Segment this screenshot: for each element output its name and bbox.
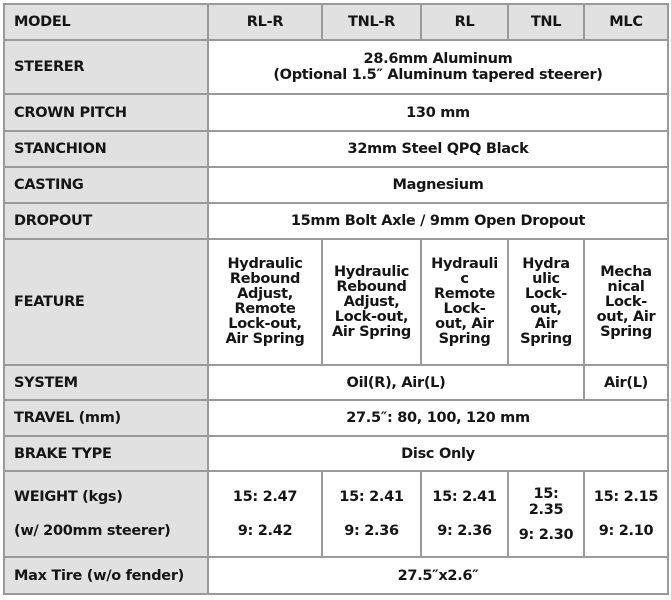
feature-row <box>4 239 668 365</box>
weight-tnl-r <box>322 471 421 557</box>
feature-rl-line: Remote <box>433 286 496 302</box>
system-value: Oil(R), Air(L) <box>208 365 584 400</box>
feature-tnl-r-line: Lock-out, <box>334 308 409 325</box>
steerer-value-line2: (Optional 1.5″ Aluminum tapered steerer) <box>273 67 603 83</box>
weight-label <box>4 471 208 557</box>
dropout-label: DROPOUT <box>4 203 208 239</box>
weight-rl-r-9: 9: 2.42 <box>237 523 293 539</box>
feature-tnl <box>508 239 584 365</box>
header-model: MODEL <box>4 4 208 40</box>
feature-rl-line: Hydrauli <box>431 256 498 272</box>
feature-rl-line: c <box>460 271 469 287</box>
feature-rl-r-line: Remote <box>234 301 296 317</box>
casting-label: CASTING <box>4 167 208 203</box>
feature-tnl-line: Hydra <box>522 256 570 272</box>
max-tire-value: 27.5″x2.6″ <box>208 557 668 594</box>
feature-tnl-line: ulic <box>532 271 560 287</box>
weight-row <box>4 471 668 557</box>
max-tire-label: Max Tire (w/o fender) <box>4 557 208 594</box>
header-rl-r: RL-R <box>208 4 322 40</box>
feature-mlc-line: Mecha <box>600 263 652 280</box>
system-mlc-value: Air(L) <box>584 365 668 400</box>
weight-tnl-15-value: 2.35 <box>528 501 564 518</box>
brake-type-value: Disc Only <box>208 436 668 471</box>
system-label: SYSTEM <box>4 365 208 400</box>
feature-rl-r-line: Rebound <box>229 271 301 287</box>
steerer-label: STEERER <box>4 40 208 94</box>
weight-mlc-15: 15: 2.15 <box>593 489 659 505</box>
feature-rl-r-line: Hydraulic <box>227 256 303 272</box>
steerer-value <box>208 40 668 94</box>
max-tire-row <box>4 557 668 594</box>
weight-rl-9: 9: 2.36 <box>437 523 492 539</box>
weight-rl-15: 15: 2.41 <box>432 489 497 505</box>
weight-rl-r <box>208 471 322 557</box>
steerer-value-line1: 28.6mm Aluminum <box>363 51 513 67</box>
header-rl: RL <box>421 4 508 40</box>
feature-tnl-r-line: Hydraulic <box>333 263 410 280</box>
crown-pitch-label: CROWN PITCH <box>4 94 208 131</box>
stanchion-label: STANCHION <box>4 131 208 167</box>
feature-rl-r-line: Air Spring <box>225 331 305 347</box>
feature-mlc-line: Spring <box>600 323 652 340</box>
spec-table <box>3 3 669 595</box>
weight-tnl <box>508 471 584 557</box>
steerer-row <box>4 40 668 94</box>
feature-tnl-line: Lock- <box>525 286 567 302</box>
feature-tnl-line: Spring <box>520 331 572 347</box>
feature-rl-line: Lock- <box>443 301 486 317</box>
feature-tnl-r-line: Air Spring <box>331 323 412 340</box>
weight-mlc <box>584 471 668 557</box>
feature-tnl-r <box>322 239 421 365</box>
header-mlc: MLC <box>584 4 668 40</box>
travel-row <box>4 400 668 436</box>
brake-type-label: BRAKE TYPE <box>4 436 208 471</box>
weight-tnl-9: 9: 2.30 <box>518 526 574 543</box>
feature-rl-line: out, Air <box>435 316 494 332</box>
feature-mlc <box>584 239 668 365</box>
dropout-value: 15mm Bolt Axle / 9mm Open Dropout <box>208 203 668 239</box>
feature-tnl-r-line: Adjust, <box>343 293 400 310</box>
feature-mlc-line: Lock- <box>605 293 647 310</box>
feature-rl <box>421 239 508 365</box>
weight-mlc-9: 9: 2.10 <box>598 523 654 539</box>
brake-type-row <box>4 436 668 471</box>
feature-rl-r-line: Lock-out, <box>228 316 302 332</box>
casting-row <box>4 167 668 203</box>
weight-label-line2: (w/ 200mm steerer) <box>14 523 171 539</box>
feature-mlc-line: out, Air <box>596 308 656 325</box>
feature-rl-r-line: Adjust, <box>237 286 293 302</box>
header-row <box>4 4 668 40</box>
feature-tnl-line: out, <box>530 301 562 317</box>
crown-pitch-value: 130 mm <box>208 94 668 131</box>
travel-label: TRAVEL (mm) <box>4 400 208 436</box>
feature-tnl-r-line: Rebound <box>336 278 407 295</box>
weight-tnl-r-15: 15: 2.41 <box>339 489 404 505</box>
feature-mlc-line: nical <box>607 278 645 295</box>
weight-rl <box>421 471 508 557</box>
weight-tnl-r-9: 9: 2.36 <box>344 523 399 539</box>
feature-tnl-line: Air <box>534 316 558 332</box>
stanchion-value: 32mm Steel QPQ Black <box>208 131 668 167</box>
feature-rl-line: Spring <box>438 331 491 347</box>
stanchion-row <box>4 131 668 167</box>
casting-value: Magnesium <box>208 167 668 203</box>
travel-value: 27.5″: 80, 100, 120 mm <box>208 400 668 436</box>
crown-pitch-row <box>4 94 668 131</box>
weight-label-line1: WEIGHT (kgs) <box>14 489 123 505</box>
feature-label: FEATURE <box>4 239 208 365</box>
feature-rl-r <box>208 239 322 365</box>
weight-tnl-15-label: 15: <box>533 485 559 502</box>
header-tnl: TNL <box>508 4 584 40</box>
system-row <box>4 365 668 400</box>
dropout-row <box>4 203 668 239</box>
weight-rl-r-15: 15: 2.47 <box>232 489 298 505</box>
header-tnl-r: TNL-R <box>322 4 421 40</box>
